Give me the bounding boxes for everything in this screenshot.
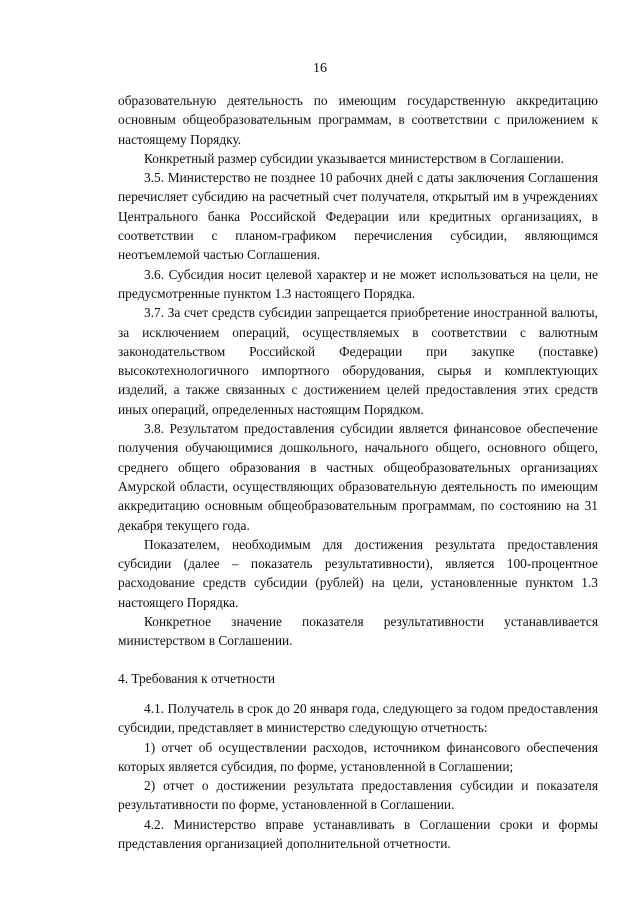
- paragraph-3-6: 3.6. Субсидия носит целевой характер и не может использоваться на цели, не предусмотренные пунктом 1.3 настоящего Порядка.: [118, 266, 598, 301]
- paragraph-3-5: 3.5. Министерство не позднее 10 рабочих дней с даты заключения Соглашения перечисляет субсидию на расчетный счет получателя, открытый им в учреждениях Центрального банка Российской Федерации или кредитных организациях, в соответствии с планом-графиком перечисления субсидии, являющимся неотъемлемой частью Соглашения.: [118, 170, 598, 263]
- paragraph-indicator: Показателем, необходимым для достижения результата предоставления субсидии (далее – показатель результативности), является 100-процентное расходование средств субсидии (рублей) на цели, установленные пунктом 1.3 настоящего Порядка.: [118, 536, 598, 610]
- paragraph-3-8: 3.8. Результатом предоставления субсидии является финансовое обеспечение получения обучающимися дошкольного, начального общего, основного общего, среднего общего образования в частных общеобразовательных организациях Амурской области, осуществляющих образовательную деятельность по имеющим аккредитацию основным общеобразовательным программам, по состоянию на 31 декабря текущего года.: [118, 421, 598, 533]
- paragraph-3-7: 3.7. За счет средств субсидии запрещается приобретение иностранной валюты, за исключением операций, осуществляемых в соответствии с валютным законодательством Российской Федерации при закупке (поставке) высокотехнологичного импортного оборудования, сырья и комплектующих изделий, а также связанных с достижением целей предоставления этих средств иных операций, определенных настоящим Порядком.: [118, 305, 598, 417]
- paragraph-4-1: 4.1. Получатель в срок до 20 января года, следующего за годом предоставления субсидии, представляет в министерство следующую отчетность:: [118, 700, 598, 736]
- paragraph-4-2: 4.2. Министерство вправе устанавливать в Соглашении сроки и формы представления организацией дополнительной отчетности.: [118, 816, 598, 851]
- page-number: 16: [313, 61, 327, 76]
- paragraph-1: образовательную деятельность по имеющим государственную аккредитацию основным общеобразовательным программам, в соответствии с приложением к настоящему Порядку.: [118, 93, 598, 147]
- paragraph-2: Конкретный размер субсидии указывается министерством в Соглашении.: [144, 150, 564, 166]
- list-item-1: 1) отчет об осуществлении расходов, источником финансового обеспечения которых является субсидия, по форме, установленной в Соглашении;: [118, 739, 598, 774]
- paragraph-indicator-value: Конкретное значение показателя результативности устанавливается министерством в Соглашении.: [118, 614, 598, 649]
- section-heading: 4. Требования к отчетности: [118, 670, 276, 686]
- document-body: [118, 91, 598, 853]
- list-item-2: 2) отчет о достижении результата предоставления субсидии и показателя результативности по форме, установленной в Соглашении.: [118, 778, 598, 813]
